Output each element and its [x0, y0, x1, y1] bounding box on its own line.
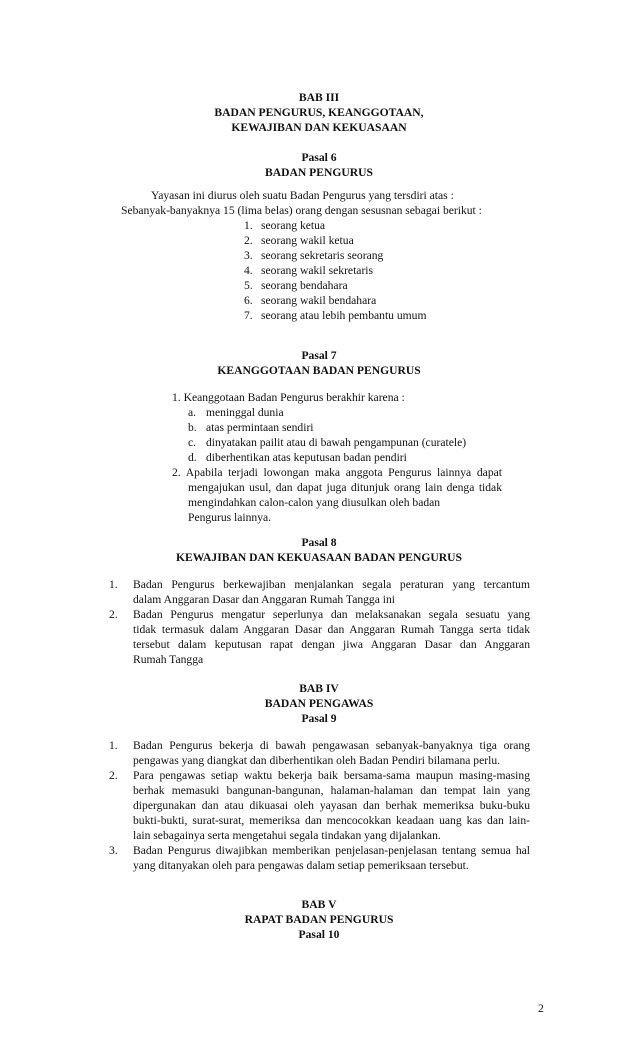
- list-item-number: 6.: [244, 294, 253, 307]
- pasal8-item-2-line: Badan Pengurus mengatur seperlunya dan melaksanakan segala sesuatu yang: [133, 608, 530, 621]
- pasal7-heading: KEANGGOTAAN BADAN PENGURUS: [217, 364, 421, 377]
- pasal8-item-2-line: tidak termasuk dalam Anggaran Dasar dan Anggaran Rumah Tangga serta tidak: [133, 623, 530, 636]
- pasal7-item-1: 1. Keanggotaan Badan Pengurus berakhir karena :: [172, 391, 405, 404]
- bab4-item-3-line: Badan Pengurus diwajibkan memberikan penjelasan-penjelasan tentang semua hal: [133, 844, 530, 857]
- list-item: seorang wakil bendahara: [261, 294, 377, 307]
- list-item-number: a.: [188, 406, 197, 419]
- list-item: dinyatakan pailit atau di bawah pengampunan (curatele): [206, 436, 467, 449]
- list-item-number: 3.: [109, 844, 118, 857]
- bab3-subtitle-1: BADAN PENGURUS, KEANGGOTAAN,: [214, 106, 424, 119]
- pasal7-item-2-line: Pengurus lainnya.: [188, 511, 272, 524]
- bab4-heading: BADAN PENGAWAS: [264, 697, 374, 710]
- list-item-number: 5.: [244, 279, 253, 292]
- list-item-number: d.: [188, 451, 197, 464]
- pasal8-heading: KEWAJIBAN DAN KEKUASAAN BADAN PENGURUS: [175, 551, 462, 564]
- bab4-item-2-line: dipergunakan dan atau dikuasai oleh yayasan dan berhak memeriksa buku-buku: [133, 799, 530, 812]
- bab3-title: BAB III: [298, 91, 340, 104]
- list-item: seorang ketua: [261, 219, 326, 232]
- bab3-subtitle-2: KEWAJIBAN DAN KEKUASAAN: [231, 121, 407, 134]
- list-item-number: 1.: [109, 739, 118, 752]
- pasal6-title: Pasal 6: [301, 151, 337, 164]
- list-item: meninggal dunia: [206, 406, 284, 419]
- bab5-title: BAB V: [301, 898, 337, 911]
- list-item-number: 2.: [109, 769, 118, 782]
- bab4-item-2-line: berhak memasuki bangunan-bangunan, halaman-halaman dan tempat lain yang: [133, 784, 530, 797]
- bab4-item-1-line: Badan Pengurus bekerja di bawah pengawasan sebanyak-banyaknya tiga orang: [133, 739, 530, 752]
- list-item-number: 1.: [109, 578, 118, 591]
- pasal8-item-2-line: tersebut dalam keputusan rapat dengan jiwa Anggaran Dasar dan Anggaran: [133, 638, 530, 651]
- pasal8-item-1-line: dalam Anggaran Dasar dan Anggaran Rumah Tangga ini: [133, 593, 396, 606]
- list-item-number: c.: [188, 436, 197, 449]
- pasal7-title: Pasal 7: [301, 349, 337, 362]
- bab4-item-3-line: yang ditanyakan oleh para pengawas dalam setiap pemeriksaan tersebut.: [133, 859, 469, 872]
- bab4-item-2-line: bukti-bukti, surat-surat, memeriksa dan mencocokkan keadaan uang kas dan lain-: [133, 814, 530, 827]
- list-item-number: 7.: [244, 309, 253, 322]
- list-item-number: 2.: [109, 608, 118, 621]
- bab4-item-1-line: pengawas yang diangkat dan diberhentikan oleh Badan Pendiri bilamana perlu.: [133, 754, 501, 767]
- pasal7-item-2-line: mengindahkan calon-calon yang diusulkan oleh badan: [188, 496, 441, 509]
- pasal6-intro-1: Yayasan ini diurus oleh suatu Badan Pengurus yang tersdiri atas :: [151, 189, 454, 202]
- pasal8-title: Pasal 8: [301, 536, 337, 549]
- list-item-number: 4.: [244, 264, 253, 277]
- pasal8-item-2-line: Rumah Tangga: [133, 653, 204, 666]
- bab4-pasal: Pasal 9: [301, 712, 337, 725]
- list-item-number: 2.: [244, 234, 253, 247]
- pasal6-intro-2: Sebanyak-banyaknya 15 (lima belas) orang dengan sesusnan sebagai berikut :: [121, 204, 482, 217]
- list-item: seorang sekretaris seorang: [261, 249, 384, 262]
- list-item: seorang atau lebih pembantu umum: [261, 309, 427, 322]
- bab4-item-2-line: Para pengawas setiap waktu bekerja baik bersama-sama maupun masing-masing: [133, 769, 530, 782]
- list-item-number: 1.: [244, 219, 253, 232]
- list-item: seorang wakil ketua: [261, 234, 354, 247]
- list-item: diberhentikan atas keputusan badan pendiri: [206, 451, 407, 464]
- bab5-pasal: Pasal 10: [298, 928, 340, 941]
- list-item-number: b.: [188, 421, 197, 434]
- list-item: atas permintaan sendiri: [206, 421, 314, 434]
- list-item: seorang wakil sekretaris: [261, 264, 374, 277]
- bab4-item-2-line: lain sebagainya serta mengetahui segala tindakan yang dijalankan.: [133, 829, 441, 842]
- pasal7-item-2-line: 2. Apabila terjadi lowongan maka anggota Pengurus lainnya dapat: [172, 466, 502, 479]
- pasal8-item-1-line: Badan Pengurus berkewajiban menjalankan segala peraturan yang tercantum: [133, 578, 530, 591]
- bab5-heading: RAPAT BADAN PENGURUS: [244, 913, 394, 926]
- pasal6-heading: BADAN PENGURUS: [265, 166, 373, 179]
- bab4-title: BAB IV: [299, 682, 339, 695]
- page-number: 2: [538, 1002, 544, 1015]
- pasal7-item-2-line: mengajukan usul, dan dapat juga ditunjuk orang lain denga tidak: [188, 481, 502, 494]
- list-item: seorang bendahara: [261, 279, 348, 292]
- list-item-number: 3.: [244, 249, 253, 262]
